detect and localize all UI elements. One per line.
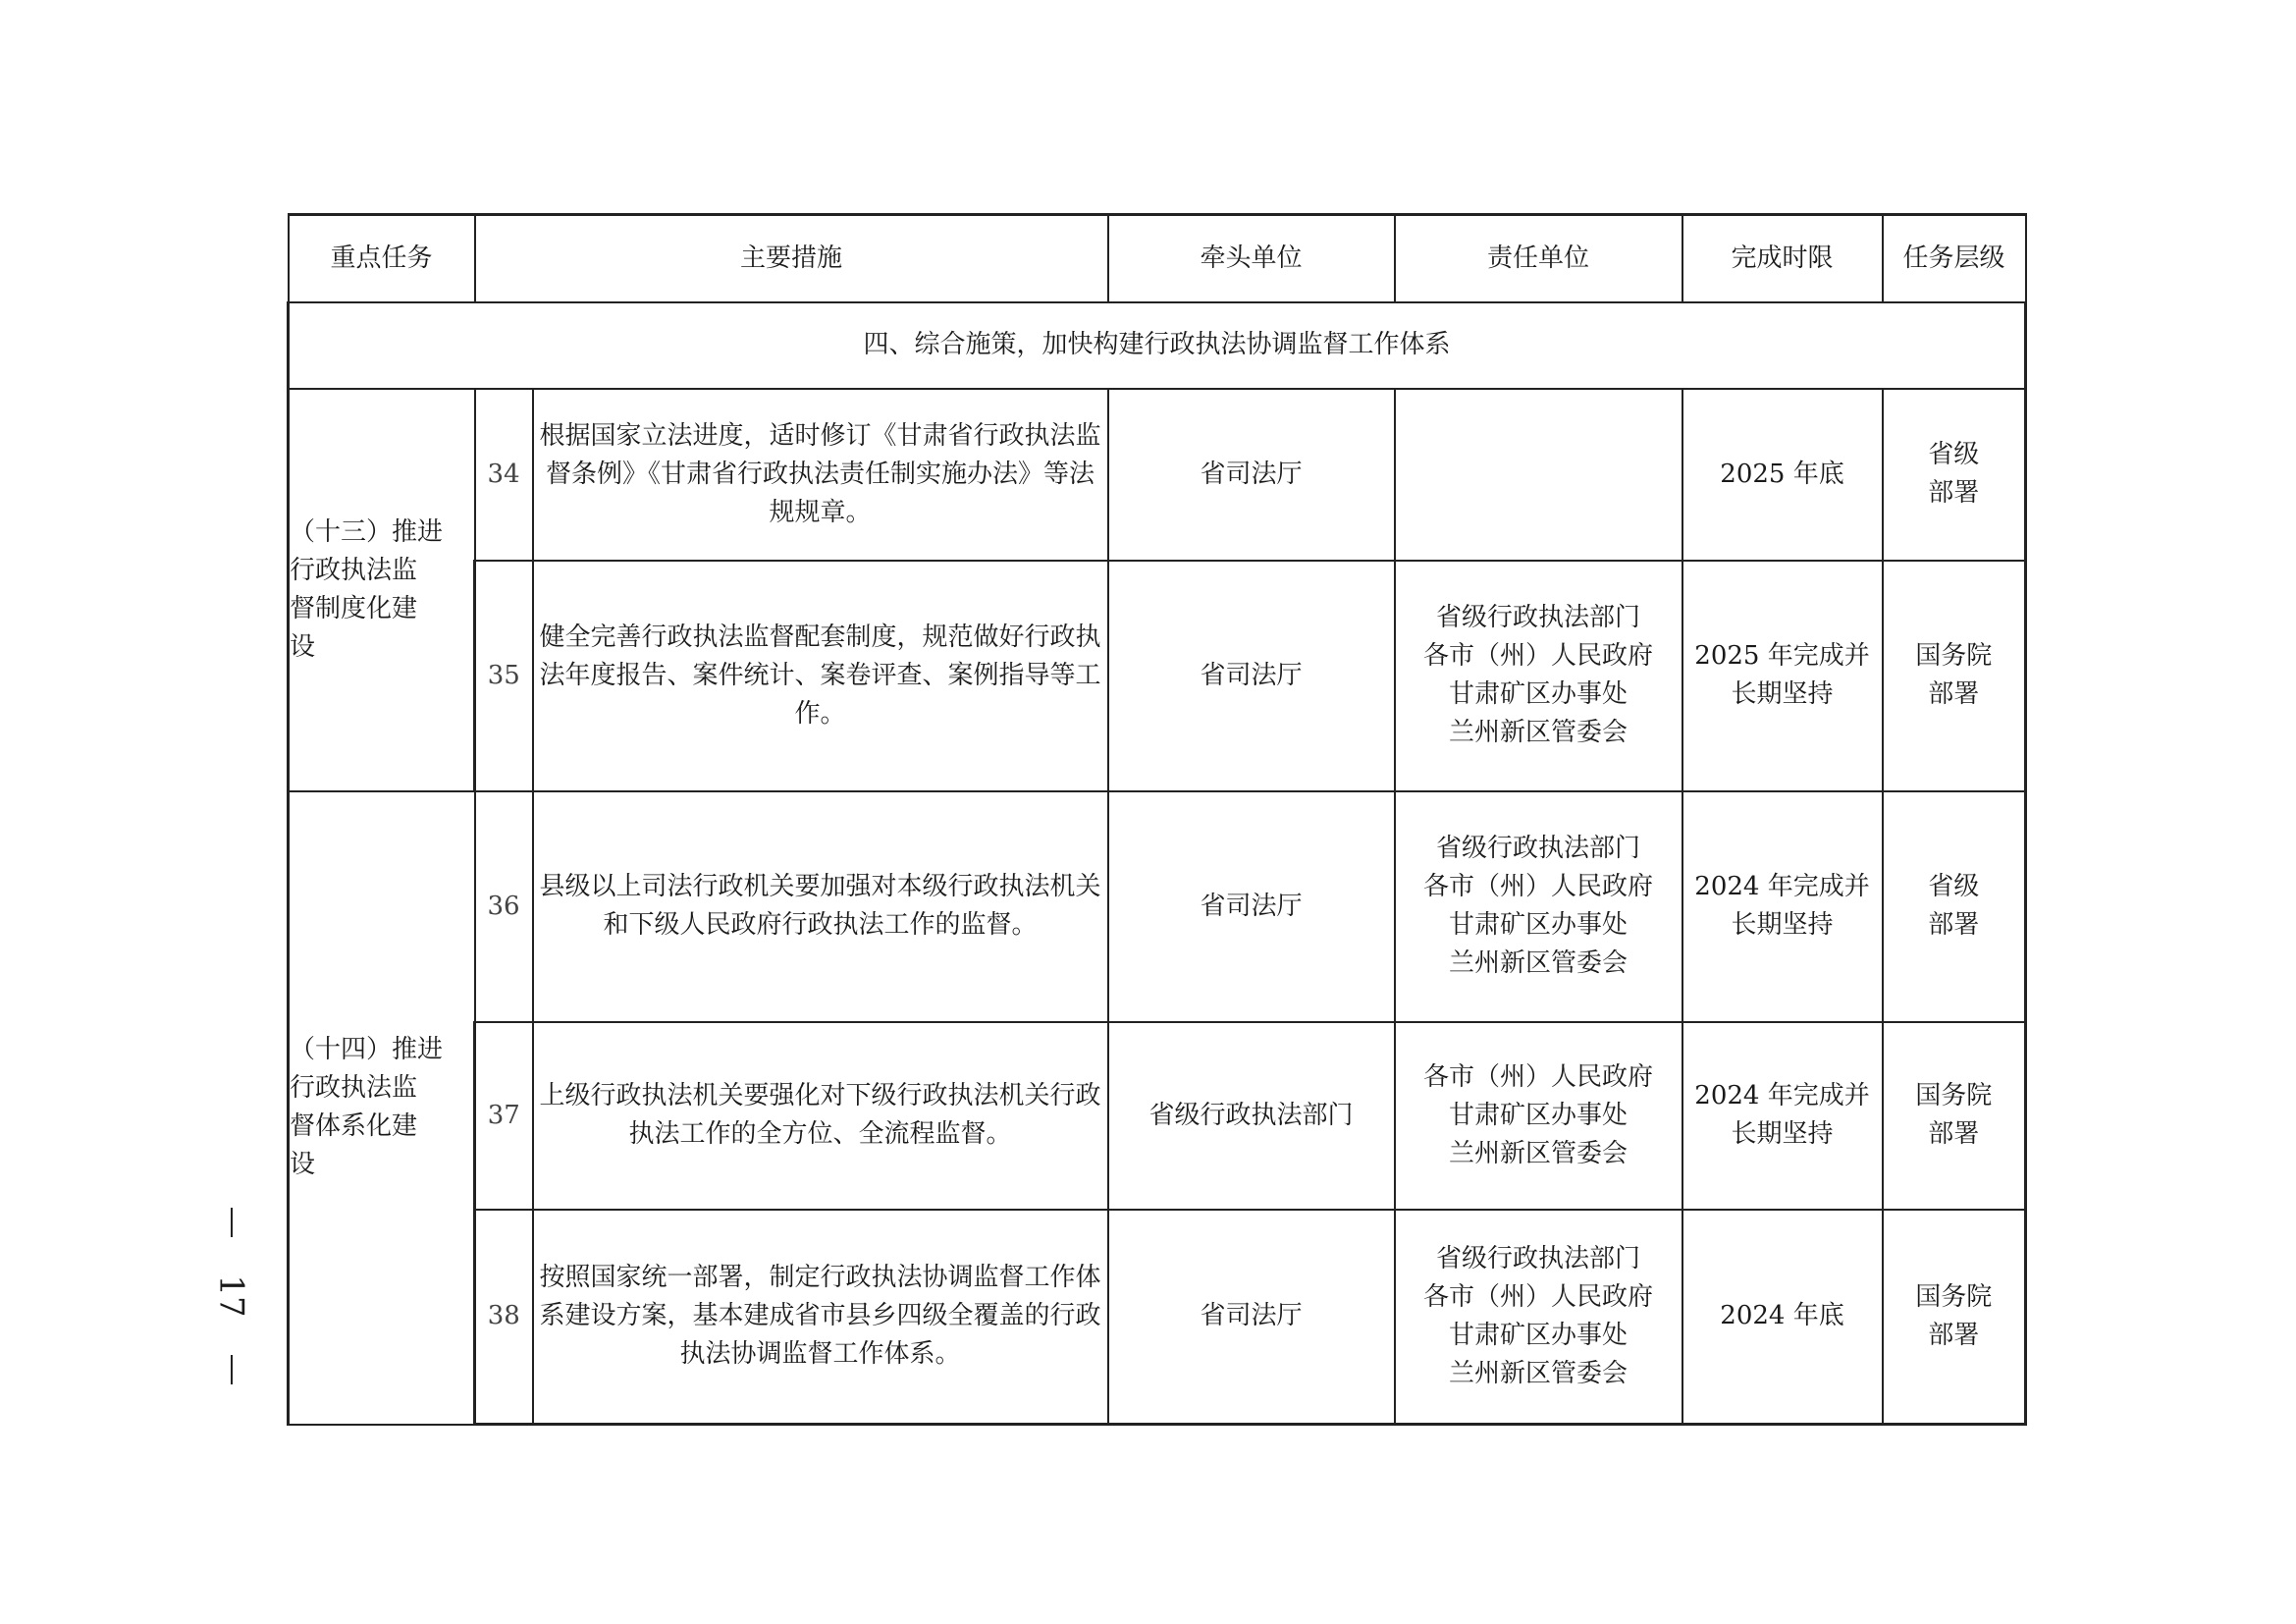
responsible-unit	[1395, 791, 1682, 1022]
task-level-line: 国务院	[1915, 641, 1993, 671]
responsible-unit-line: 各市（州）人民政府	[1423, 641, 1654, 671]
deadline-line: 长期坚持	[1731, 910, 1834, 940]
responsible-unit-line: 兰州新区管委会	[1449, 1138, 1629, 1168]
responsible-unit-line: 各市（州）人民政府	[1423, 1281, 1654, 1312]
responsible-unit	[1395, 389, 1682, 561]
responsible-unit-line: 各市（州）人民政府	[1423, 1061, 1654, 1092]
task-table	[287, 213, 2027, 1426]
section-title: 四、综合施策，加快构建行政执法协调监督工作体系	[289, 302, 2026, 389]
task-level-line: 部署	[1928, 1320, 1980, 1350]
responsible-unit-line: 甘肃矿区办事处	[1449, 679, 1629, 709]
responsible-unit-line: 各市（州）人民政府	[1423, 872, 1654, 901]
row-number: 38	[475, 1210, 533, 1425]
key-task-line: 督体系化建	[290, 1111, 418, 1141]
header-lead-unit: 牵头单位	[1108, 215, 1395, 302]
lead-unit: 省司法厅	[1108, 389, 1395, 561]
header-deadline: 完成时限	[1682, 215, 1883, 302]
row-number: 35	[475, 561, 533, 791]
key-task-line: （十四）推进	[290, 1035, 444, 1064]
row-number: 36	[475, 791, 533, 1022]
responsible-unit	[1395, 1022, 1682, 1210]
row-number: 34	[475, 389, 533, 561]
task-level-line: 部署	[1928, 478, 1980, 508]
task-level	[1883, 1210, 2026, 1425]
task-level-line: 部署	[1928, 910, 1980, 940]
measure-text: 上级行政执法机关要强化对下级行政执法机关行政执法工作的全方位、全流程监督。	[533, 1022, 1108, 1210]
key-task-line: 行政执法监	[290, 555, 418, 585]
task-level-line: 省级	[1928, 872, 1980, 901]
key-task-cell	[289, 791, 475, 1425]
deadline-line: 2024 年完成并	[1694, 1081, 1870, 1110]
header-key-task: 重点任务	[289, 215, 475, 302]
page-number-text: 17	[211, 1274, 251, 1318]
responsible-unit-line: 省级行政执法部门	[1436, 834, 1641, 863]
key-task-line: 设	[290, 1150, 316, 1179]
measure-text: 根据国家立法进度，适时修订《甘肃省行政执法监督条例》《甘肃省行政执法责任制实施办法》等法规规章。	[533, 389, 1108, 561]
key-task-line: （十三）推进	[290, 516, 444, 547]
lead-unit: 省级行政执法部门	[1108, 1022, 1395, 1210]
page-number	[202, 1208, 261, 1384]
header-responsible-unit: 责任单位	[1395, 215, 1682, 302]
responsible-unit	[1395, 1210, 1682, 1425]
measure-text: 县级以上司法行政机关要加强对本级行政执法机关和下级人民政府行政执法工作的监督。	[533, 791, 1108, 1022]
responsible-unit-line: 甘肃矿区办事处	[1449, 1320, 1629, 1350]
task-level-line: 国务院	[1915, 1081, 1993, 1110]
deadline	[1682, 791, 1883, 1022]
deadline	[1682, 561, 1883, 791]
deadline	[1682, 1210, 1883, 1425]
measure-text: 按照国家统一部署，制定行政执法协调监督工作体系建设方案，基本建成省市县乡四级全覆盖的行政执法协调监督工作体系。	[533, 1210, 1108, 1425]
deadline-line: 2025 年完成并	[1694, 641, 1870, 671]
measure-text: 健全完善行政执法监督配套制度，规范做好行政执法年度报告、案件统计、案卷评查、案例指导等工作。	[533, 561, 1108, 791]
task-level	[1883, 561, 2026, 791]
responsible-unit-line: 兰州新区管委会	[1449, 948, 1629, 978]
header-task-level: 任务层级	[1883, 215, 2026, 302]
row-number: 37	[475, 1022, 533, 1210]
responsible-unit-line: 省级行政执法部门	[1436, 603, 1641, 632]
task-level-line: 部署	[1928, 679, 1980, 709]
responsible-unit-line: 兰州新区管委会	[1449, 718, 1629, 747]
task-level-line: 部署	[1928, 1119, 1980, 1149]
deadline	[1682, 1022, 1883, 1210]
responsible-unit-line: 甘肃矿区办事处	[1449, 1100, 1629, 1130]
lead-unit: 省司法厅	[1108, 791, 1395, 1022]
task-level-line: 国务院	[1915, 1281, 1993, 1312]
responsible-unit-line: 甘肃矿区办事处	[1449, 910, 1629, 940]
page-number-dash	[231, 1208, 233, 1237]
responsible-unit-line: 兰州新区管委会	[1449, 1358, 1629, 1388]
lead-unit: 省司法厅	[1108, 1210, 1395, 1425]
task-level	[1883, 389, 2026, 561]
deadline-line: 2024 年完成并	[1694, 872, 1870, 901]
task-level	[1883, 791, 2026, 1022]
deadline-line: 长期坚持	[1731, 1119, 1834, 1149]
page-number-dash	[231, 1355, 233, 1384]
deadline-line: 2025 年底	[1720, 459, 1844, 489]
deadline	[1682, 389, 1883, 561]
task-level	[1883, 1022, 2026, 1210]
responsible-unit-line: 省级行政执法部门	[1436, 1243, 1641, 1273]
lead-unit: 省司法厅	[1108, 561, 1395, 791]
deadline-line: 长期坚持	[1731, 679, 1834, 709]
task-level-line: 省级	[1928, 440, 1980, 469]
responsible-unit	[1395, 561, 1682, 791]
key-task-cell	[289, 389, 475, 791]
key-task-line: 行政执法监	[290, 1073, 418, 1103]
header-main-measure: 主要措施	[475, 215, 1108, 302]
key-task-line: 督制度化建	[290, 593, 418, 623]
deadline-line: 2024 年底	[1720, 1301, 1844, 1331]
key-task-line: 设	[290, 631, 316, 662]
